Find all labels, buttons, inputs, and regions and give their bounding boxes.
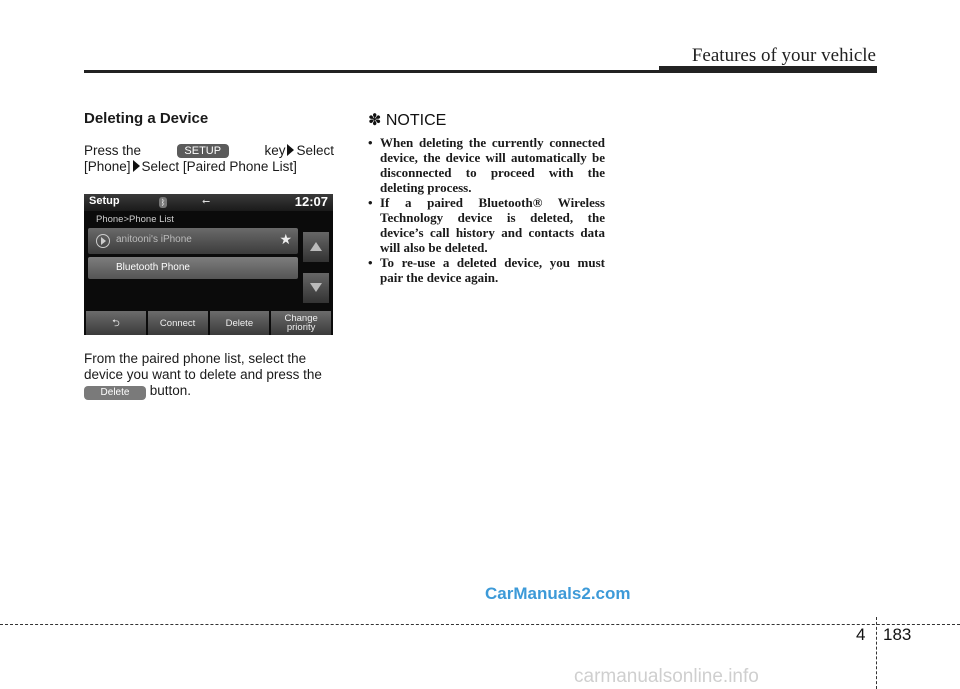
play-icon — [96, 234, 110, 248]
notice-item: • If a paired Bluetooth® Wireless Technology device is deleted, the device’s call history and contacts data will also be deleted. — [368, 195, 605, 255]
paired-list-bracket: Select [Paired Phone List] — [141, 159, 297, 174]
instruction-line-1 — [84, 143, 334, 159]
key-word: key — [264, 143, 286, 158]
screen-breadcrumb: Phone>Phone List — [96, 214, 174, 225]
change-priority-button[interactable] — [271, 311, 331, 335]
watermark-link[interactable]: CarManuals2.com — [485, 584, 631, 603]
connect-button[interactable]: Connect — [148, 311, 208, 335]
chapter-number: 4 — [856, 625, 866, 644]
header-rule-thick — [659, 66, 877, 73]
page-number: 183 — [883, 625, 912, 644]
left-column-paragraph — [84, 351, 334, 400]
scroll-up-button[interactable] — [303, 232, 329, 262]
paragraph-line-3 — [84, 383, 334, 400]
instruction-line-2 — [84, 159, 334, 175]
delete-button[interactable]: Delete — [210, 311, 270, 335]
star-icon: ★ — [279, 231, 292, 247]
usb-icon: ⭠ — [202, 196, 210, 207]
instruction-press: Press the — [84, 143, 142, 158]
left-column — [84, 110, 334, 175]
arrow-right-icon — [287, 144, 294, 156]
phone-list-item-selected[interactable] — [88, 257, 298, 279]
paragraph-end: button. — [149, 383, 192, 398]
notice-column — [368, 110, 605, 285]
phone-bracket: [Phone] — [84, 159, 131, 174]
phone-list-item-label: Bluetooth Phone — [116, 262, 190, 273]
delete-key-button: Delete — [84, 386, 146, 400]
select-word: Select — [296, 143, 334, 158]
setup-key-button: SETUP — [177, 144, 229, 158]
notice-item: • To re-use a deleted device, you must pair the device again. — [368, 255, 605, 285]
notice-item: • When deleting the currently connected device, the device will automatically be disconnected to proceed with the deleting process. — [368, 135, 605, 195]
paragraph-line-2: device you want to delete and press the — [84, 367, 322, 382]
watermark-footer: carmanualsonline.info — [574, 666, 759, 687]
screen-clock: 12:07 — [294, 194, 328, 209]
scroll-down-button[interactable] — [303, 273, 329, 303]
paragraph-line-1: From the paired phone list, select the — [84, 351, 307, 366]
priority-label: priority — [286, 322, 316, 333]
screen-status-bar — [84, 194, 333, 211]
arrow-right-icon — [133, 160, 140, 172]
bluetooth-icon: ᛒ — [160, 198, 166, 207]
phone-list-item[interactable] — [88, 228, 298, 254]
change-label: Change — [284, 313, 318, 324]
notice-heading: ✽ NOTICE — [368, 112, 447, 129]
instruction-key — [264, 143, 334, 159]
footer-divider — [876, 617, 877, 689]
footer-rule — [0, 624, 960, 625]
screen-title: Setup — [89, 195, 120, 207]
page-header-title: Features of your vehicle — [691, 45, 876, 66]
head-unit-screen — [84, 194, 333, 335]
section-heading: Deleting a Device — [84, 110, 209, 127]
phone-list-item-label: anitooni's iPhone — [116, 234, 192, 245]
notice-list — [368, 135, 605, 285]
header-rule — [84, 70, 659, 73]
screen-softkeys — [84, 311, 333, 335]
back-button[interactable]: ⮌ — [86, 311, 146, 335]
